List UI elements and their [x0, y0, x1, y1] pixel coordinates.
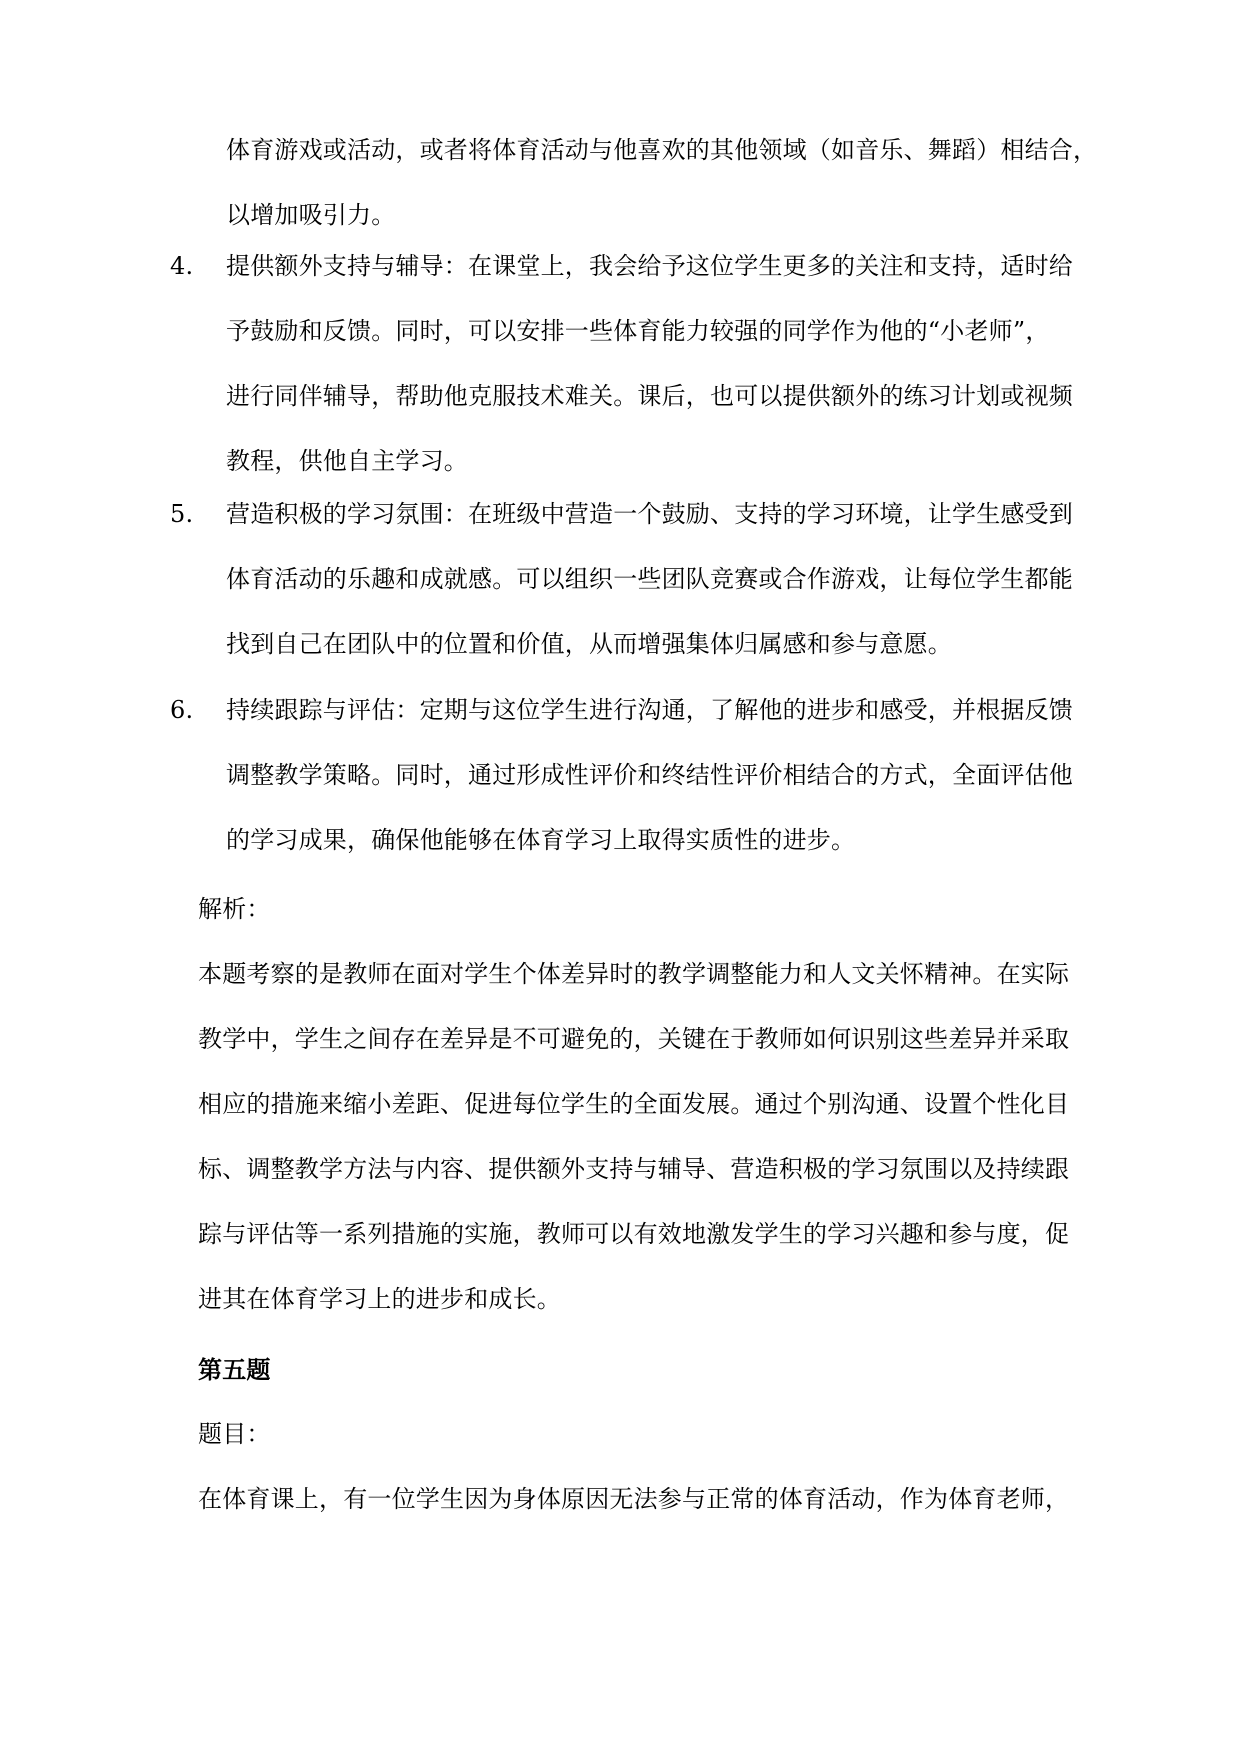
list-number: 5. — [170, 500, 194, 528]
question-label: 题目： — [198, 1420, 271, 1448]
list-item-5 — [170, 482, 1100, 677]
list-number: 6. — [170, 696, 194, 724]
list-number: 4. — [170, 252, 194, 280]
text-line: 教学中，学生之间存在差异是不可避免的，关键在于教师如何识别这些差异并采取 — [198, 1025, 1070, 1053]
text-line: 进其在体育学习上的进步和成长。 — [198, 1285, 561, 1313]
text-line: 以增加吸引力。 — [226, 201, 396, 229]
text-line: 本题考察的是教师在面对学生个体差异时的教学调整能力和人文关怀精神。在实际 — [198, 960, 1070, 988]
section-heading: 第五题 — [198, 1355, 271, 1384]
text-line: 教程，供他自主学习。 — [226, 447, 468, 475]
text-line: 体育活动的乐趣和成就感。可以组织一些团队竞赛或合作游戏，让每位学生都能 — [226, 565, 1073, 593]
text-line: 营造积极的学习氛围：在班级中营造一个鼓励、支持的学习环境，让学生感受到 — [226, 500, 1073, 528]
text-line: 进行同伴辅导，帮助他克服技术难关。课后，也可以提供额外的练习计划或视频 — [226, 382, 1073, 410]
text-line: 体育游戏或活动，或者将体育活动与他喜欢的其他领域（如音乐、舞蹈）相结合， — [226, 136, 1098, 164]
item-3-continuation — [226, 118, 1126, 248]
text-line: 的学习成果，确保他能够在体育学习上取得实质性的进步。 — [226, 826, 856, 854]
text-line: 调整教学策略。同时，通过形成性评价和终结性评价相结合的方式，全面评估他 — [226, 761, 1073, 789]
question-section — [198, 1337, 1098, 1532]
text-line: 找到自己在团队中的位置和价值，从而增强集体归属感和参与意愿。 — [226, 630, 952, 658]
text-line: 标、调整教学方法与内容、提供额外支持与辅导、营造积极的学习氛围以及持续跟 — [198, 1155, 1070, 1183]
text-line: 相应的措施来缩小差距、促进每位学生的全面发展。通过个别沟通、设置个性化目 — [198, 1090, 1070, 1118]
text-line: 在体育课上，有一位学生因为身体原因无法参与正常的体育活动，作为体育老师， — [198, 1485, 1070, 1513]
list-item-4 — [170, 234, 1100, 494]
text-line: 踪与评估等一系列措施的实施，教师可以有效地激发学生的学习兴趣和参与度，促 — [198, 1220, 1070, 1248]
text-line: 提供额外支持与辅导：在课堂上，我会给予这位学生更多的关注和支持，适时给 — [226, 252, 1073, 280]
analysis-section — [198, 877, 1098, 1332]
list-item-6 — [170, 678, 1100, 873]
text-line: 持续跟踪与评估：定期与这位学生进行沟通，了解他的进步和感受，并根据反馈 — [226, 696, 1073, 724]
analysis-label: 解析： — [198, 895, 271, 923]
text-line: 予鼓励和反馈。同时，可以安排一些体育能力较强的同学作为他的“小老师”， — [226, 317, 1050, 345]
